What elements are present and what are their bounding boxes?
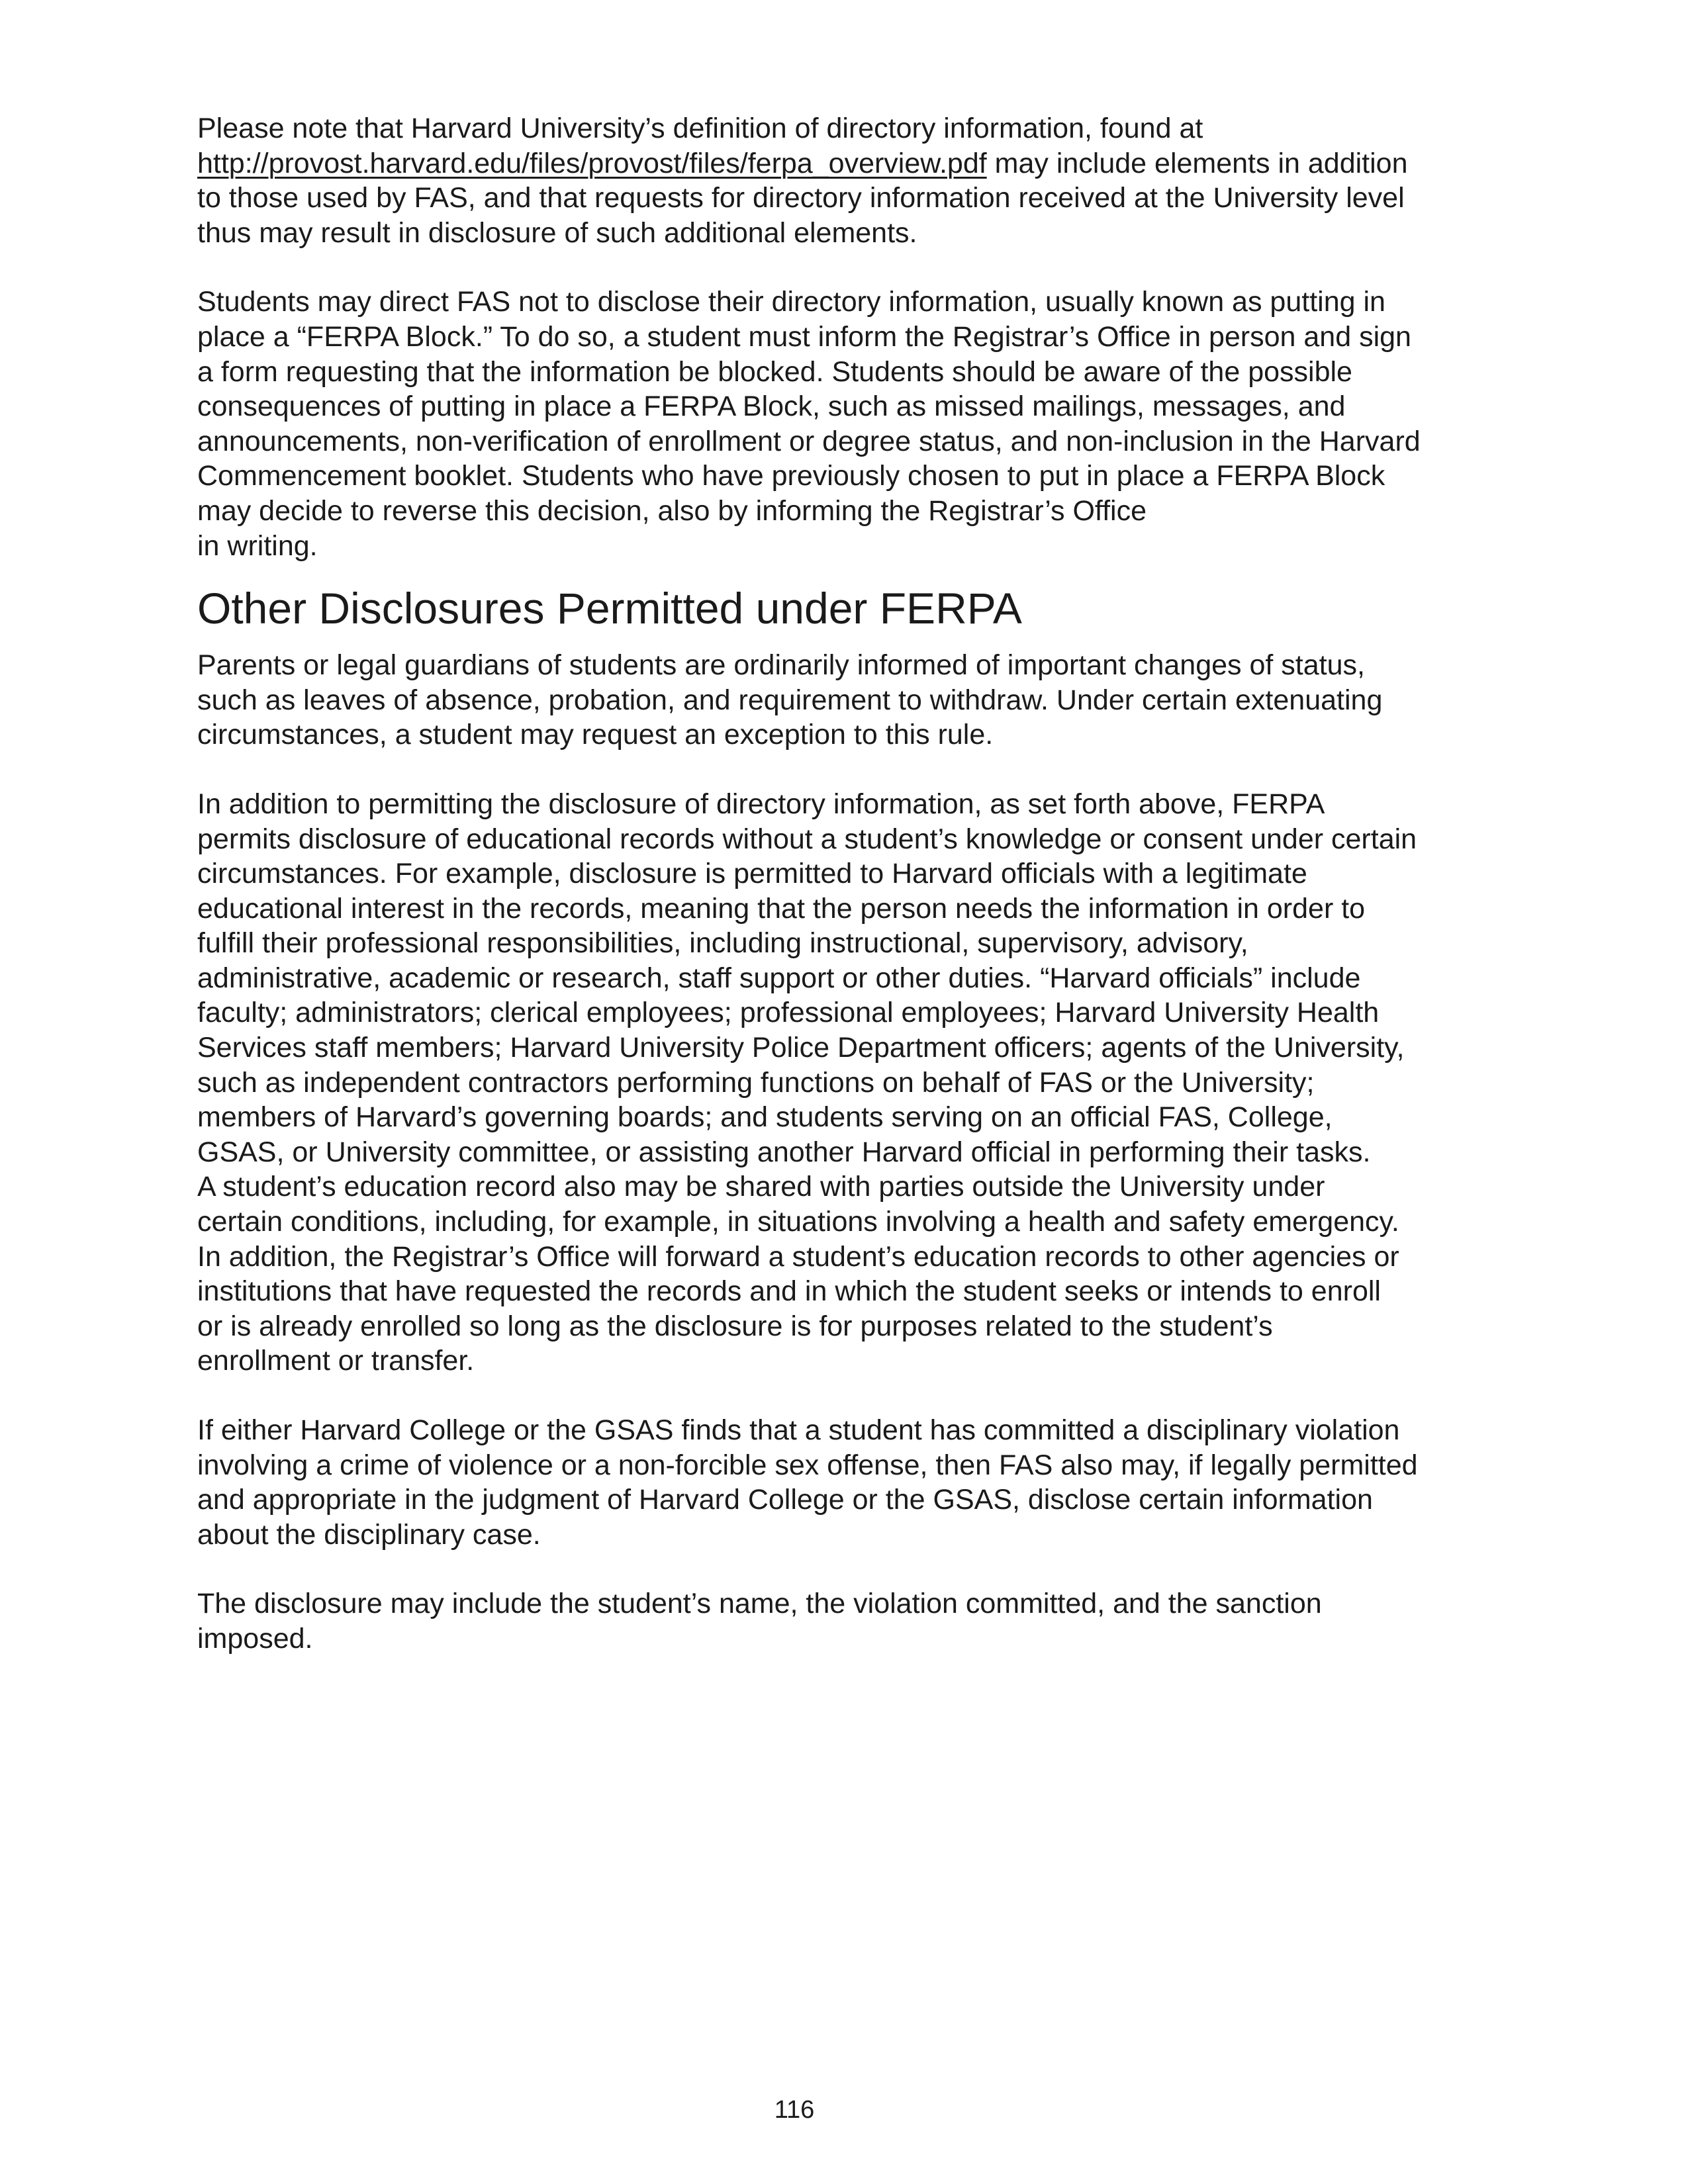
disciplinary-paragraph: If either Harvard College or the GSAS finds that a student has committed a disciplinary violation involving a crime of violence or a non-forcible sex offense, then FAS also may, if legally permitted and appropriate in the judgment of Harvard College or the GSAS, disclose certain information about the disciplinary case. (197, 1414, 1418, 1551)
page-content (197, 111, 1528, 1657)
ferpa-overview-link[interactable]: http://provost.harvard.edu/files/provost/files/ferpa_overview.pdf (197, 147, 987, 179)
officials-paragraph: In addition to permitting the disclosure of directory information, as set forth above, FERPA permits disclosure of educational records without a student’s knowledge or consent under certain circumstances. For example, disclosure is permitted to Harvard officials with a legitimate educational interest in the records, meaning that the person needs the information in order to fulfill their professional responsibilities, including instructional, supervisory, advisory, administrative, academic or research, staff support or other duties. “Harvard officials” include faculty; administrators; clerical employees; professional employees; Harvard University Health Services staff members; Harvard University Police Department officers; agents of the University, such as independent contractors performing functions on behalf of FAS or the University; members of Harvard’s governing boards; and students serving on an official FAS, College, GSAS, or University committee, or assisting another Harvard official in performing their tasks. A student’s education record also may be shared with parties outside the University under certain conditions, including, for example, in situations involving a health and safety emergency. In addition, the Registrar’s Office will forward a student’s education records to other agencies or institutions that have requested the records and in which the student seeks or intends to enroll or is already enrolled so long as the disclosure is for purposes related to the student’s enrollment or transfer. (197, 788, 1417, 1377)
page-number: 116 (774, 2096, 815, 2124)
directory-note-paragraph (197, 111, 1528, 250)
section-heading: Other Disclosures Permitted under FERPA (197, 584, 1022, 633)
directory-note-text-before: Please note that Harvard University’s definition of directory information, found at (197, 113, 1203, 144)
ferpa-block-paragraph: Students may direct FAS not to disclose their directory information, usually known as putting in place a “FERPA Block.” To do so, a student must inform the Registrar’s Office in person and sign a form requesting that the information be blocked. Students should be aware of the possible consequences of putting in place a FERPA Block, such as missed mailings, messages, and announcements, non-verification of enrollment or degree status, and non-inclusion in the Harvard Commencement booklet. Students who have previously chosen to put in place a FERPA Block may decide to reverse this decision, also by informing the Registrar’s Office in writing. (197, 286, 1421, 562)
parents-paragraph: Parents or legal guardians of students are ordinarily informed of important changes of status, such as leaves of absence, probation, and requirement to withdraw. Under certain extenuating circumstances, a student may request an exception to this rule. (197, 649, 1383, 751)
disclosure-contents-paragraph: The disclosure may include the student’s name, the violation committed, and the sanction imposed. (197, 1588, 1322, 1655)
directory-note-text-after: may include elements in addition to those used by FAS, and that requests for directory information received at the University level thus may result in disclosure of such additional elements. (197, 147, 1408, 249)
